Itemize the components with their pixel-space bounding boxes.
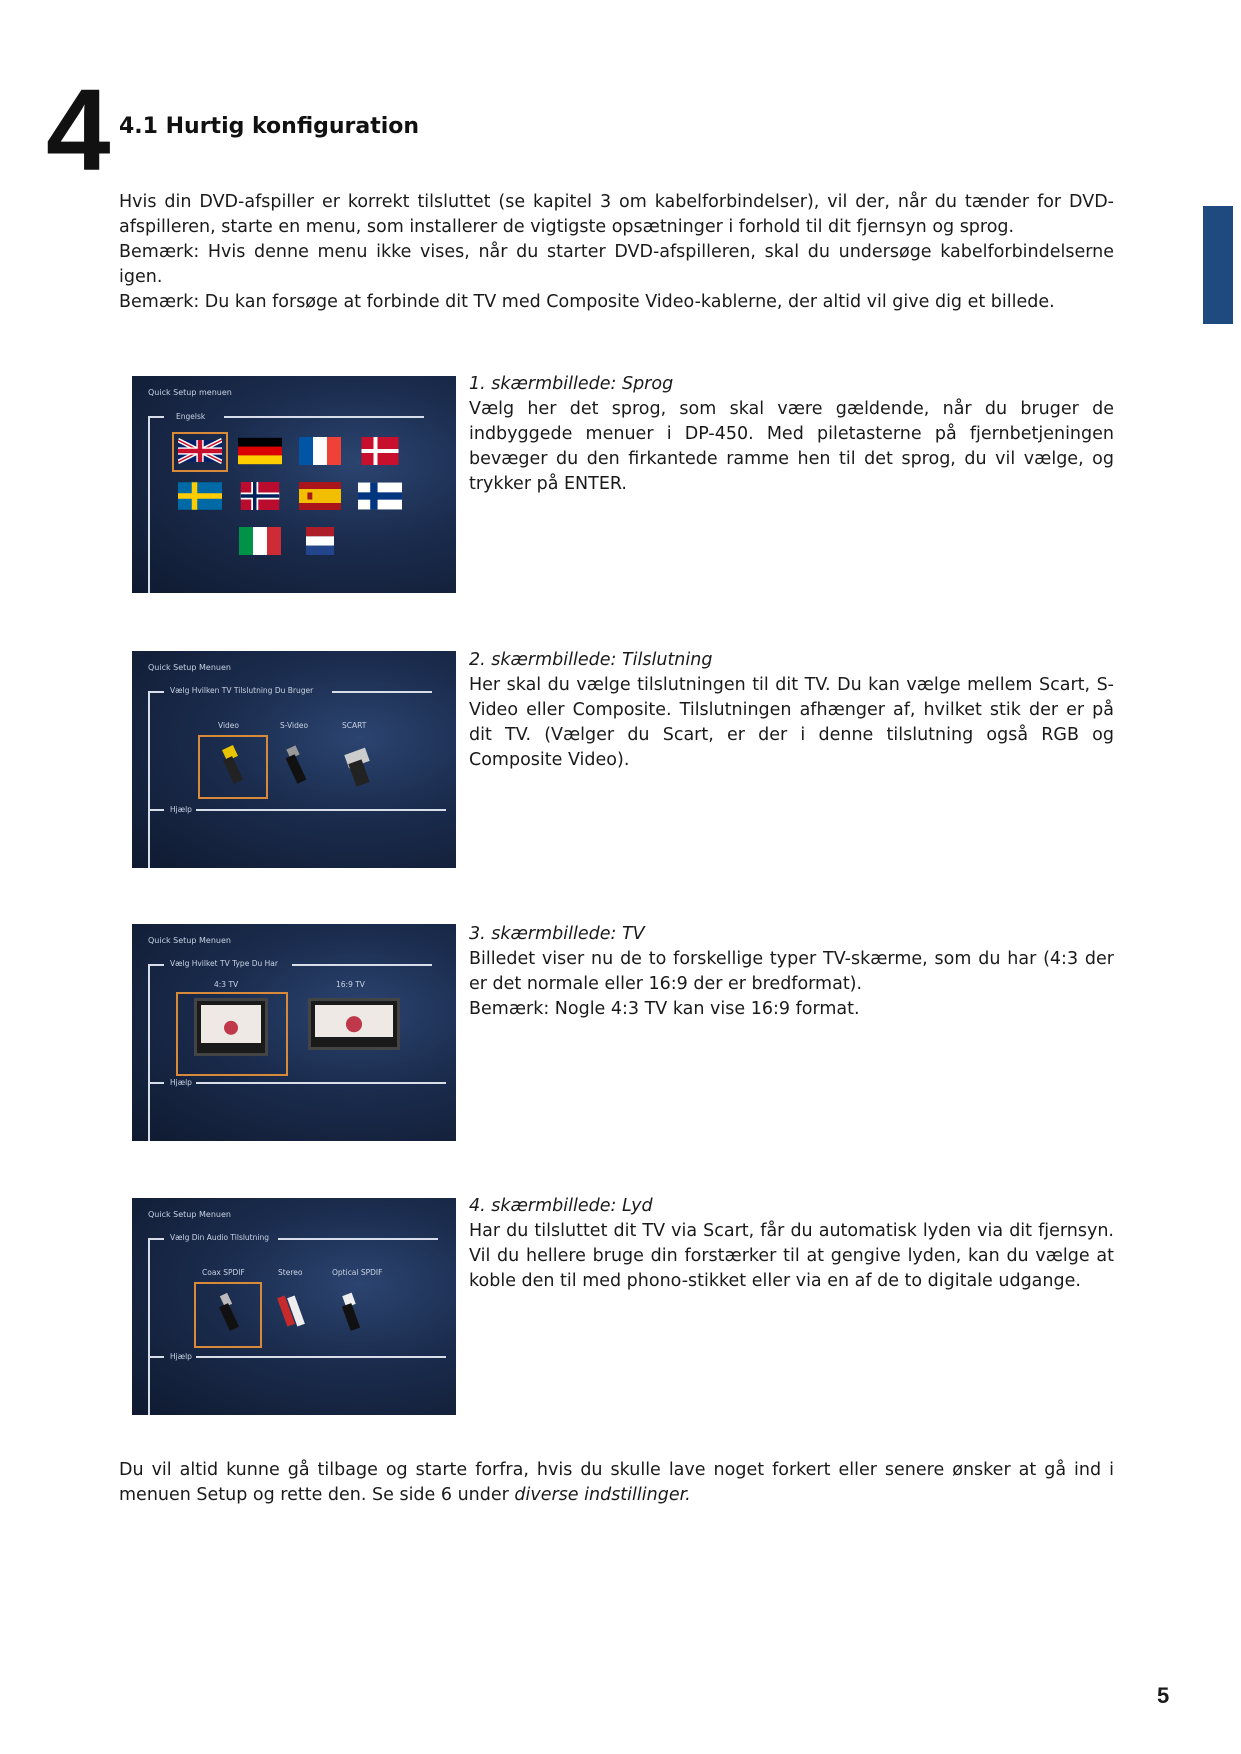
step-body: Har du tilsluttet dit TV via Scart, får du automatisk lyden via dit fjernsyn. Vil du hellere bruge din forstærker til at gengive lyden, kan du vælge at koble den til med phono-stikket eller via en af de to digitale udgange. [469,1221,1114,1291]
step-4-text [469,1194,1114,1294]
frame-line [148,1238,150,1415]
outro-text [119,1458,1114,1508]
outro-emphasis: diverse indstillinger. [514,1485,691,1505]
step-2-text [469,648,1114,773]
screen-subtitle: Vælg Hvilket TV Type Du Har [170,959,278,968]
frame-line [278,1238,438,1240]
option-label: Optical SPDIF [332,1268,383,1277]
frame-line [148,416,164,418]
frame-line [148,1238,164,1240]
frame-line [196,1356,446,1358]
frame-line [196,809,446,811]
frame-line [224,416,424,418]
screen-subtitle: Vælg Din Audio Tilslutning [170,1233,269,1242]
chapter-number: 4 [46,65,111,195]
step-body: Her skal du vælge tilslutningen til dit TV. Du kan vælge mellem Scart, S-Video eller Composite. Tilslutningen afhænger af, hvilket stik der er på dit TV. (Vælger du Scart, er der i denne tilslutning også RGB og Composite Video). [469,675,1114,770]
tv-4-3-icon[interactable] [194,998,268,1056]
option-label: S-Video [280,721,309,730]
flag-norway-icon[interactable] [238,482,282,510]
flag-sweden-icon[interactable] [178,482,222,510]
intro-paragraph: Hvis din DVD-afspiller er korrekt tilsluttet (se kapitel 3 om kabelforbindelser), vil der, når du tænder for DVD-afspilleren, starte en menu, som installerer de vigtigste opsætninger i forhold til dit fjernsyn og sprog. [119,192,1114,237]
flag-france-icon[interactable] [298,437,342,465]
frame-line [148,1356,164,1358]
frame-line [196,1082,446,1084]
chapter-side-tab [1203,206,1233,324]
section-title: 4.1 Hurtig konfiguration [119,114,420,139]
flag-netherlands-icon[interactable] [298,527,342,555]
frame-line [148,964,164,966]
screen-title: Quick Setup menuen [148,388,232,397]
option-label: SCART [342,721,367,730]
flag-spain-icon[interactable] [298,482,342,510]
tv-16-9-icon[interactable] [308,998,400,1050]
step-body: Vælg her det sprog, som skal være gældende, når du bruger de indbyggede menuer i DP-450. Med piletasterne på fjernbetjeningen bevæger du den firkantede ramme hen til det sprog, du vil vælge, og trykker på ENTER. [469,399,1114,494]
step-1-text [469,372,1114,497]
frame-line [148,691,150,868]
help-label: Hjælp [170,805,192,814]
screenshot-tv-type [132,924,456,1141]
optical-plug-icon[interactable] [332,1290,368,1336]
step-heading: 2. skærmbillede: Tilslutning [469,650,713,670]
step-body: Billedet viser nu de to forskellige typer TV-skærme, som du har (4:3 der er det normale eller 16:9 der er bredformat). [469,949,1114,994]
option-label: 4:3 TV [214,980,239,989]
screenshot-audio [132,1198,456,1415]
page-number: 5 [1157,1683,1170,1708]
step-3-text [469,922,1114,1022]
screen-title: Quick Setup Menuen [148,1210,231,1219]
option-label: Stereo [278,1268,303,1277]
flag-finland-icon[interactable] [358,482,402,510]
frame-line [148,416,150,593]
help-label: Hjælp [170,1352,192,1361]
screen-title: Quick Setup Menuen [148,663,231,672]
flag-uk-icon[interactable] [178,437,222,465]
option-label: Coax SPDIF [202,1268,245,1277]
screen-subtitle: Engelsk [176,412,206,421]
step-heading: 1. skærmbillede: Sprog [469,374,674,394]
scart-plug-icon[interactable] [338,743,378,789]
option-label: 16:9 TV [336,980,365,989]
frame-line [148,809,164,811]
frame-line [332,691,432,693]
intro-note: Bemærk: Du kan forsøge at forbinde dit TV med Composite Video-kablerne, der altid vil give dig et billede. [119,292,1055,312]
step-heading: 3. skærmbillede: TV [469,924,645,944]
outro-body: Du vil altid kunne gå tilbage og starte forfra, hvis du skulle lave noget forkert eller senere ønsker at gå ind i menuen Setup og rette den. Se side 6 under [119,1460,1114,1505]
frame-line [148,964,150,1141]
screenshot-connection [132,651,456,868]
screen-title: Quick Setup Menuen [148,936,231,945]
frame-line [148,1082,164,1084]
coax-plug-icon[interactable] [210,1290,246,1336]
flag-denmark-icon[interactable] [358,437,402,465]
frame-line [292,964,432,966]
flag-italy-icon[interactable] [238,527,282,555]
stereo-plug-icon[interactable] [274,1290,314,1336]
flag-germany-icon[interactable] [238,437,282,465]
option-label: Video [218,721,240,730]
composite-plug-icon[interactable] [214,743,250,789]
intro-note: Bemærk: Hvis denne menu ikke vises, når du starter DVD-afspilleren, skal du undersøge kabelforbindelserne igen. [119,242,1114,287]
frame-line [148,691,164,693]
help-label: Hjælp [170,1078,192,1087]
step-heading: 4. skærmbillede: Lyd [469,1196,653,1216]
step-note: Bemærk: Nogle 4:3 TV kan vise 16:9 format. [469,999,860,1019]
svideo-plug-icon[interactable] [278,743,314,789]
intro-text [119,190,1114,315]
screenshot-language [132,376,456,593]
screen-subtitle: Vælg Hvilken TV Tilslutning Du Bruger [170,686,314,695]
